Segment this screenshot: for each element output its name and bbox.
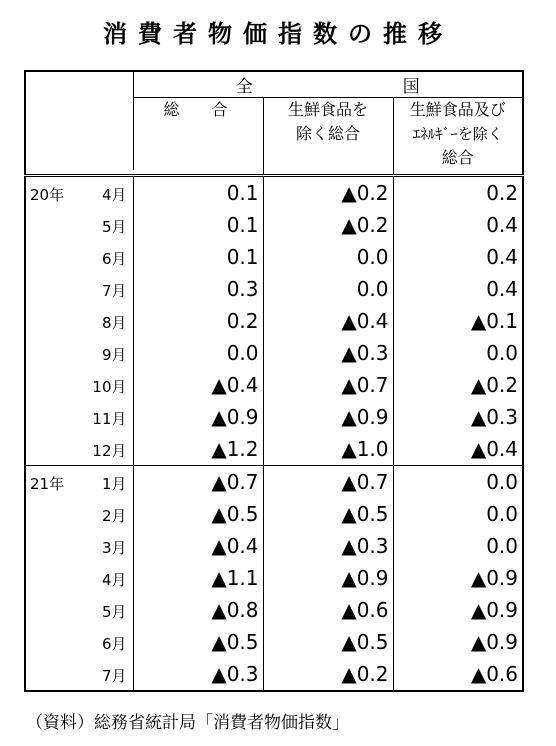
value-cell-v1: ▲0.7 [211, 470, 259, 494]
month-label: 4月 [101, 186, 127, 204]
page-title: 消費者物価指数の推移 [103, 20, 453, 48]
month-label: 2月 [101, 507, 127, 525]
value-cell-v3: 0.4 [393, 241, 523, 273]
value-cell-v2: ▲0.2 [263, 176, 393, 210]
source-note: （資料）総務省統計局「消費者物価指数」 [26, 713, 349, 733]
month-label: 7月 [101, 282, 127, 300]
month-label: 11月 [92, 410, 127, 428]
value-cell-v1: ▲0.3 [211, 662, 259, 686]
year-label: 21年 [30, 475, 65, 493]
month-label: 8月 [101, 314, 127, 332]
value-cell-v2: ▲0.2 [263, 658, 393, 691]
header-blank-cell [25, 71, 133, 170]
value-cell-v3: 0.0 [393, 530, 523, 562]
header-col-excl-fresh-energy: 生鮮食品及び ｴﾈﾙｷﾞｰを除く 総合 [393, 98, 523, 171]
table-row [25, 626, 523, 658]
value-cell-v3: ▲0.6 [393, 658, 523, 691]
value-cell-v2: ▲0.9 [263, 562, 393, 594]
header-col-excl-fresh: 生鮮食品を 除く総合 [263, 98, 393, 171]
value-cell-v3: ▲0.9 [393, 562, 523, 594]
month-label: 9月 [101, 346, 127, 364]
value-cell-v2: 0.0 [263, 273, 393, 305]
table-row [25, 241, 523, 273]
header-region-left: 全 [235, 77, 253, 97]
value-cell-v1: 0.1 [226, 213, 259, 237]
value-cell-v3: ▲0.9 [393, 626, 523, 658]
value-cell-v2: 0.0 [263, 241, 393, 273]
value-cell-v1: ▲1.2 [133, 433, 263, 466]
month-label: 5月 [101, 218, 127, 236]
value-cell-v1: ▲0.4 [211, 373, 259, 397]
month-label: 1月 [101, 475, 127, 493]
value-cell-v1: ▲1.1 [211, 566, 259, 590]
table-row [25, 401, 523, 433]
value-cell-v1: 0.2 [226, 309, 259, 333]
month-label: 7月 [101, 667, 127, 685]
table-row [25, 658, 523, 691]
month-label: 12月 [92, 442, 127, 460]
value-cell-v3: ▲0.9 [393, 594, 523, 626]
table-row [25, 369, 523, 401]
month-label: 4月 [101, 571, 127, 589]
value-cell-v1: ▲0.4 [211, 534, 259, 558]
value-cell-v2: ▲0.5 [263, 498, 393, 530]
value-cell-v1: ▲0.5 [211, 630, 259, 654]
table-row [25, 209, 523, 241]
value-cell-v2: ▲0.4 [263, 305, 393, 337]
table-row [25, 337, 523, 369]
value-cell-v2: ▲1.0 [263, 433, 393, 466]
value-cell-v1: 0.0 [226, 341, 259, 365]
table-row [25, 273, 523, 305]
month-label: 6月 [101, 250, 127, 268]
value-cell-v1: 0.1 [226, 245, 259, 269]
table-row [25, 433, 523, 466]
value-cell-v1: ▲0.5 [211, 502, 259, 526]
value-cell-v2: ▲0.7 [263, 466, 393, 499]
month-label: 5月 [101, 603, 127, 621]
value-cell-v1: 0.3 [226, 277, 259, 301]
table-row [25, 562, 523, 594]
value-cell-v3: 0.4 [393, 209, 523, 241]
value-cell-v1: 0.1 [226, 181, 259, 205]
table-row [25, 594, 523, 626]
value-cell-v3: 0.2 [393, 176, 523, 210]
table-row [25, 305, 523, 337]
month-label: 3月 [101, 539, 127, 557]
value-cell-v2: ▲0.5 [263, 626, 393, 658]
value-cell-v2: ▲0.3 [263, 337, 393, 369]
value-cell-v2: ▲0.9 [263, 401, 393, 433]
header-region [133, 71, 523, 98]
value-cell-v3: ▲0.2 [393, 369, 523, 401]
year-label: 20年 [30, 186, 65, 204]
table-row [25, 466, 523, 499]
table-row [25, 498, 523, 530]
value-cell-v3: 0.0 [393, 466, 523, 499]
header-col-overall: 総 合 [163, 100, 228, 119]
value-cell-v3: 0.0 [393, 337, 523, 369]
table-row [25, 176, 523, 210]
month-label: 10月 [92, 378, 127, 396]
value-cell-v3: 0.4 [393, 273, 523, 305]
value-cell-v3: ▲0.3 [393, 401, 523, 433]
header-region-right: 国 [402, 77, 420, 97]
value-cell-v3: ▲0.1 [393, 305, 523, 337]
value-cell-v1: ▲0.9 [211, 405, 259, 429]
table-row [25, 530, 523, 562]
cpi-table [24, 70, 524, 692]
value-cell-v3: ▲0.4 [393, 433, 523, 466]
value-cell-v1: ▲0.8 [211, 598, 259, 622]
value-cell-v3: 0.0 [393, 498, 523, 530]
month-label: 6月 [101, 635, 127, 653]
value-cell-v2: ▲0.6 [263, 594, 393, 626]
value-cell-v2: ▲0.7 [263, 369, 393, 401]
value-cell-v2: ▲0.3 [263, 530, 393, 562]
value-cell-v2: ▲0.2 [263, 209, 393, 241]
